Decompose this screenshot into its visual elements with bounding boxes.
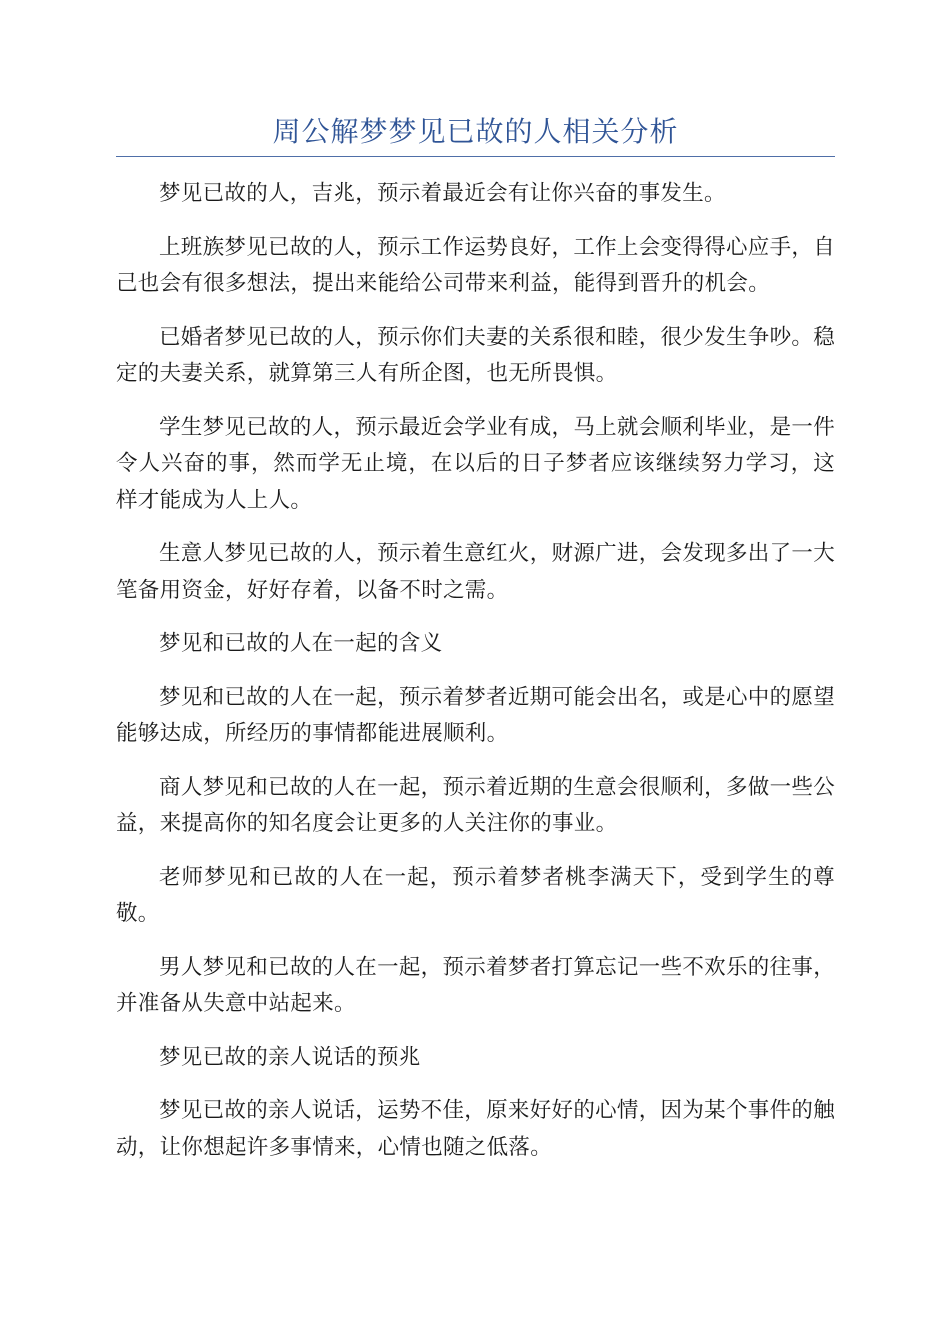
paragraph: 梦见已故的人，吉兆，预示着最近会有让你兴奋的事发生。 [159, 181, 726, 206]
document-body [116, 176, 835, 1183]
paragraph: 学生梦见已故的人，预示最近会学业有成，马上就会顺利毕业，是一件令人兴奋的事，然而学无止境，在以后的日子梦者应该继续努力学习，这样才能成为人上人。 [116, 414, 835, 513]
title-block [116, 112, 835, 157]
paragraph: 上班族梦见已故的人，预示工作运势良好，工作上会变得得心应手，自己也会有很多想法，提出来能给公司带来利益，能得到晋升的机会。 [116, 234, 835, 296]
page-title: 周公解梦梦见已故的人相关分析 [272, 115, 679, 148]
paragraph: 老师梦见和已故的人在一起，预示着梦者桃李满天下，受到学生的尊敬。 [116, 864, 835, 926]
section-heading: 梦见已故的亲人说话的预兆 [159, 1044, 421, 1070]
paragraph: 商人梦见和已故的人在一起，预示着近期的生意会很顺利，多做一些公益，来提高你的知名度会让更多的人关注你的事业。 [116, 774, 835, 836]
paragraph: 男人梦见和已故的人在一起，预示着梦者打算忘记一些不欢乐的往事，并准备从失意中站起来。 [116, 954, 835, 1016]
section-heading: 梦见和已故的人在一起的含义 [159, 631, 443, 656]
paragraph: 梦见已故的亲人说话，运势不佳，原来好好的心情，因为某个事件的触动，让你想起许多事情来，心情也随之低落。 [116, 1098, 835, 1160]
paragraph: 生意人梦见已故的人，预示着生意红火，财源广进，会发现多出了一大笔备用资金，好好存着，以备不时之需。 [116, 541, 835, 603]
paragraph: 已婚者梦见已故的人，预示你们夫妻的关系很和睦，很少发生争吵。稳定的夫妻关系，就算第三人有所企图，也无所畏惧。 [116, 324, 835, 386]
paragraph: 梦见和已故的人在一起，预示着梦者近期可能会出名，或是心中的愿望能够达成，所经历的事情都能进展顺利。 [116, 684, 835, 746]
